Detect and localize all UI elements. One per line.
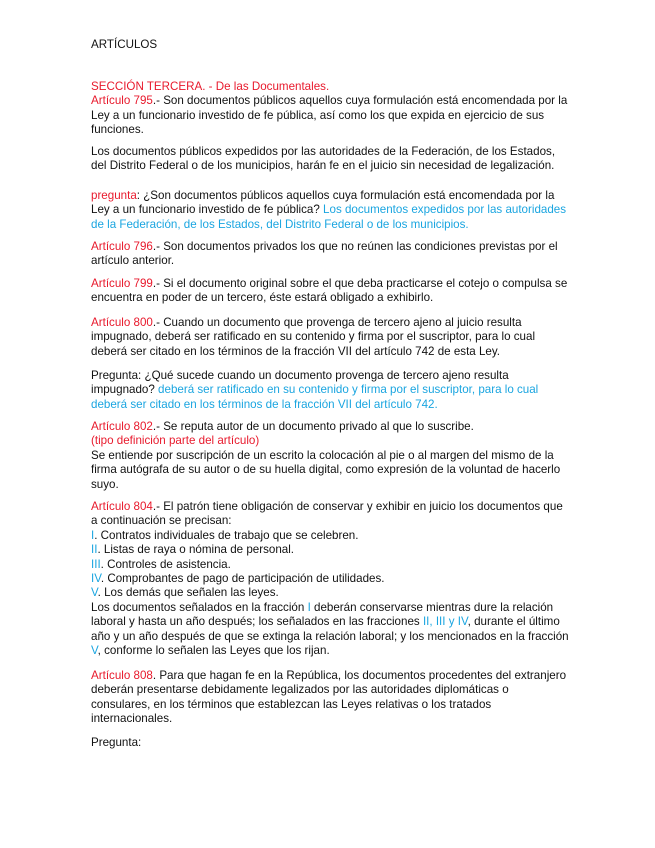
article-804-block [91,500,569,658]
article-808-label: Artículo 808 [91,669,153,682]
question-2-answer: deberá ser ratificado en su contenido y firma por el suscriptor, para lo cual deberá ser citado en los términos de la fracción VII del artículo 742. [91,383,539,411]
article-808-block: Artículo 808. Para que hagan fe en la República, los documentos procedentes del extranjero deberán presentarse debidamente legalizados por las autoridades diplomáticas o consulares, en los términos que establezcan las Leyes relativas o los tratados internacionales. [91,669,567,726]
article-800-label: Artículo 800 [91,316,153,329]
article-800-block: Artículo 800.- Cuando un documento que provenga de tercero ajeno al juicio resulta impugnado, deberá ser ratificado en su contenido y firma por el suscriptor, para lo cual deberá ser citado en los términos de la fracción VII del artículo 742 de esta Ley. [91,316,536,358]
article-802-text: Artículo 802.- Se reputa autor de un documento privado al que lo suscribe. [91,420,474,433]
question-2-text: Pregunta: ¿Qué sucede cuando un documento provenga de tercero ajeno resulta impugnado? [91,369,509,397]
article-799-block: Artículo 799.- Si el documento original sobre el que deba practicarse el cotejo o compulsa se encuentra en poder de un tercero, éste estará obligado a exhibirlo. [91,277,568,305]
page-title: ARTÍCULOS [91,38,158,51]
article-802-note: (tipo definición parte del artículo) [91,434,260,448]
article-795-paragraph-2: Los documentos públicos expedidos por las autoridades de la Federación, de los Estados, del Distrito Federal o de los municipios, harán fe en el juicio sin necesidad de legalización. [91,145,556,173]
list-item: V. Los demás que señalen las leyes. [91,586,279,600]
list-item: I. Contratos individuales de trabajo que se celebren. [91,528,359,542]
list-item: III. Controles de asistencia. [91,557,231,571]
article-796-block: Artículo 796.- Son documentos privados los que no reúnen las condiciones previstas por el artículo anterior. [91,240,558,268]
article-802-extra: Se entiende por suscripción de un escrito la colocación al pie o al margen del mismo de la firma autógrafa de su autor o de su huella digital, como expresión de la voluntad de hacerlo suyo. [91,448,561,491]
section-heading: SECCIÓN TERCERA. - De las Documentales. [91,80,330,93]
article-804-conclusion: Los documentos señalados en la fracción I deberán conservarse mientras dure la relación laboral y hasta un año después; los señalados en las fracciones II, III y IV, durante el último año y un año después de que se extinga la relación laboral; y los mencionados en la fracción V, conforme lo señalen las Leyes que los rijan. [91,600,569,658]
article-802-label: Artículo 802 [91,420,153,433]
question-1-text: : ¿Son documentos públicos aquellos cuya formulación está encomendada por la Ley a un funcionario investido de fe pública? [91,189,555,217]
question-1-label: pregunta [91,189,137,202]
article-804-text: Artículo 804.- El patrón tiene obligación de conservar y exhibir en juicio los documentos que a continuación se precisan: [91,500,563,528]
article-795-text: Artículo 795.- Son documentos públicos aquellos cuya formulación está encomendada por la Ley a un funcionario investido de fe pública, así como los que expida en ejercicio de sus funciones. [91,94,568,137]
article-795-label: Artículo 795 [91,94,153,108]
list-item: II. Listas de raya o nómina de personal. [91,543,295,557]
article-804-label: Artículo 804 [91,500,153,513]
article-799-label: Artículo 799 [91,277,153,290]
question-1 [91,189,569,232]
question-1-answer: Los documentos expedidos por las autoridades de la Federación, de los Estados, del Distrito Federal o de los municipios. [91,203,567,231]
question-2 [91,369,569,412]
final-question: Pregunta: [91,736,142,749]
article-802-block [91,420,569,492]
article-795-block [91,80,569,138]
article-796-label: Artículo 796 [91,240,153,253]
list-item: IV. Comprobantes de pago de participación de utilidades. [91,572,385,586]
